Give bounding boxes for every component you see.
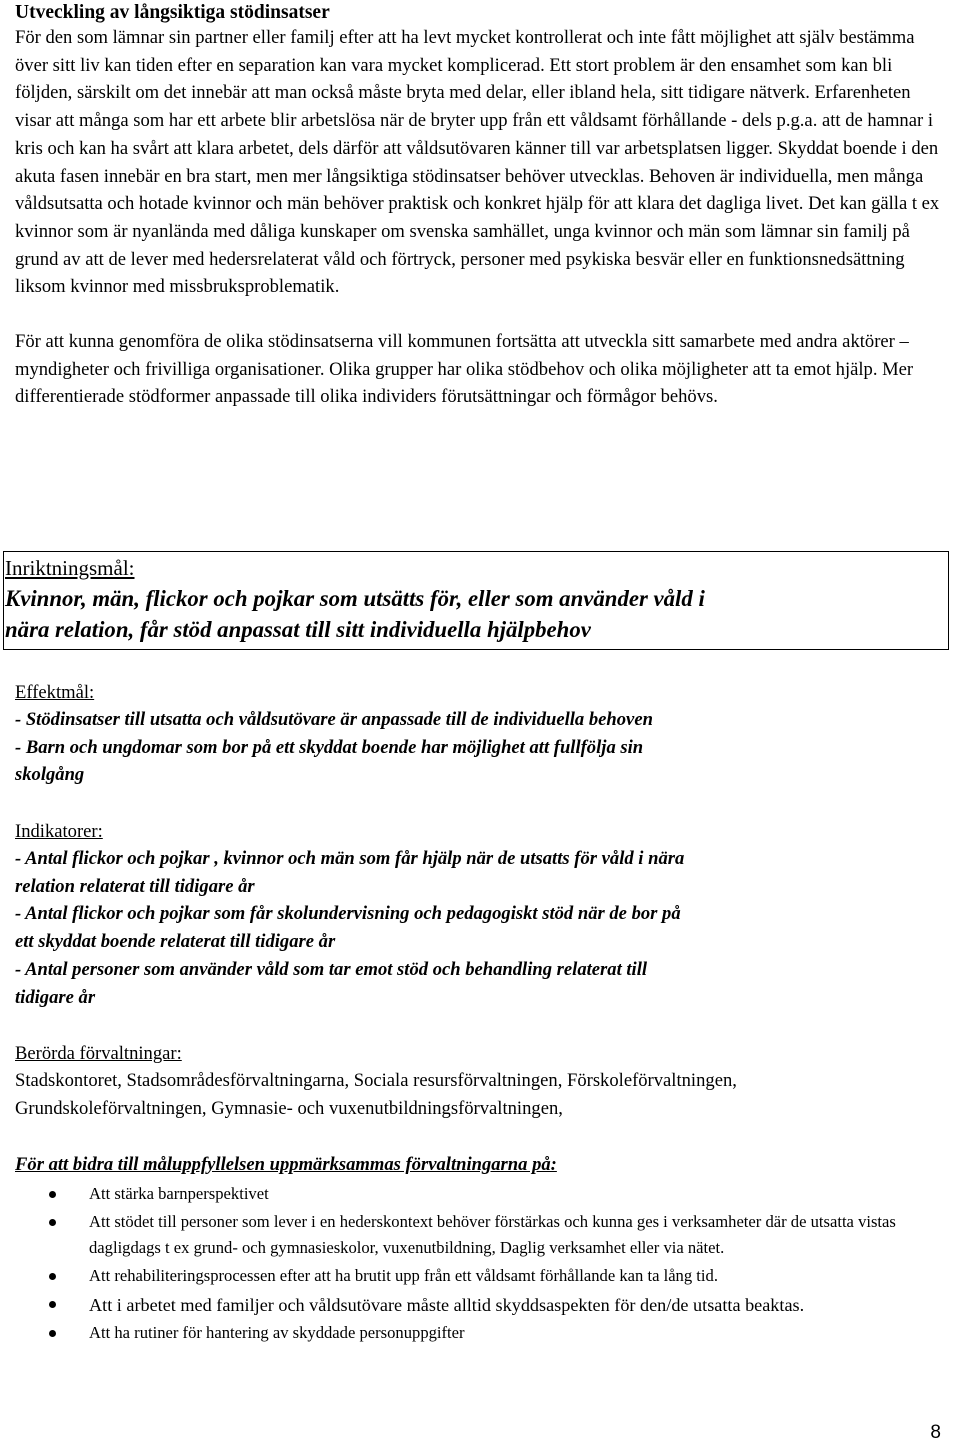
document-page <box>15 0 947 411</box>
bullet-icon <box>49 1330 56 1337</box>
bullet-icon <box>49 1219 56 1226</box>
indicator-line: ett skyddat boende relaterat till tidigare år <box>15 931 336 953</box>
bullet-text: Att ha rutiner för hantering av skyddade personuppgifter <box>89 1323 465 1343</box>
goal-label: Inriktningsmål: <box>5 556 135 580</box>
attention-section <box>15 1151 947 1178</box>
indicator-line: - Antal flickor och pojkar som får skolundervisning och pedagogiskt stöd när de bor på <box>15 903 681 925</box>
bullet-item <box>49 1209 939 1262</box>
goal-box <box>3 551 949 650</box>
bullet-item <box>49 1291 939 1319</box>
bullet-icon <box>49 1301 56 1308</box>
indicator-line: - Antal personer som använder våld som tar emot stöd och behandling relaterat till <box>15 958 648 980</box>
indicators-section <box>15 818 947 1011</box>
effect-line: - Barn och ungdomar som bor på ett skyddat boende har möjlighet att fullfölja sin <box>15 736 644 758</box>
indicator-line: relation relaterat till tidigare år <box>15 875 255 897</box>
bullet-icon <box>49 1191 56 1198</box>
effect-section <box>15 679 947 789</box>
paragraph-1: För den som lämnar sin partner eller familj efter att ha levt mycket kontrollerat och inte fått möjlighet att själv bestämma över sitt liv kan tiden efter en separation kan vara mycket komplicerad. Ett stort problem är den ensamhet som kan bli följden, särskilt om det innebär att man också måste bryta med delar, eller ibland hela, sitt tidigare nätverk. Erfarenheten visar att många som har ett arbete blir arbetslösa när de bryter upp från ett våldsamt förhållande - dels p.g.a. att de hamnar i kris och kan ha svårt att klara arbetet, dels därför att våldsutövaren känner till var arbetsplatsen ligger. Skyddat boende i den akuta fasen innebär en bra start, men mer långsiktiga stödinsatser behöver utvecklas. Behoven är individuella, men många våldsutsatta och hotade kvinnor och män behöver praktisk och konkret hjälp för att klara det dagliga livet. Det kan gälla t ex kvinnor som är nyanlända med dåliga kunskaper om svenska samhället, unga kvinnor och män som lämnar sin familj på grund av att de lever med hedersrelaterat våld och förtryck, personer med psykiska besvär eller en funktionsnedsättning liksom kvinnor med missbruksproblematik. <box>15 27 940 298</box>
goal-line-1: Kvinnor, män, flickor och pojkar som utsätts för, eller som använder våld i <box>5 586 705 611</box>
indicators-label: Indikatorer: <box>15 821 103 842</box>
bullet-text: Att stödet till personer som lever i en hederskontext behöver förstärkas och kunna ges i verksamheter där de utsatta vistas dagligdags t ex grund- och gymnasieskolor, vuxenutbildning, Daglig verksamhet eller via nätet. <box>89 1211 896 1258</box>
bullet-text: Att stärka barnperspektivet <box>89 1184 269 1203</box>
attention-label: För att bidra till måluppfyllelsen uppmärksammas förvaltningarna på: <box>15 1154 557 1175</box>
bullet-text: Att i arbetet med familjer och våldsutövare måste alltid skyddsaspekten för den/de utsatta beaktas. <box>89 1294 805 1315</box>
departments-line: Grundskoleförvaltningen, Gymnasie- och vuxenutbildningsförvaltningen, <box>15 1097 563 1119</box>
indicator-line: tidigare år <box>15 986 96 1008</box>
indicator-line: - Antal flickor och pojkar , kvinnor och män som får hjälp när de utsatts för våld i nära <box>15 848 685 869</box>
departments-line: Stadskontoret, Stadsområdesförvaltningarna, Sociala resursförvaltningen, Förskoleförvaltningen, <box>15 1070 737 1091</box>
bullet-item <box>49 1263 939 1289</box>
page-number: 8 <box>930 1422 941 1443</box>
departments-section <box>15 1040 947 1122</box>
effect-line: - Stödinsatser till utsatta och våldsutövare är anpassade till de individuella behoven <box>15 709 653 730</box>
goal-line-2: nära relation, får stöd anpassat till sitt individuella hjälpbehov <box>5 617 591 642</box>
effect-label: Effektmål: <box>15 682 95 703</box>
bullet-item <box>49 1320 939 1346</box>
bullet-item <box>49 1181 939 1207</box>
effect-line: skolgång <box>15 764 85 786</box>
bullet-text: Att rehabiliteringsprocessen efter att ha brutit upp från ett våldsamt förhållande kan ta lång tid. <box>89 1265 718 1285</box>
paragraph-2: För att kunna genomföra de olika stödinsatserna vill kommunen fortsätta att utveckla sitt samarbete med andra aktörer – myndigheter och frivilliga organisationer. Olika grupper har olika stödbehov och olika möjligheter att ta emot hjälp. Mer differentierade stödformer anpassade till olika individers förutsättningar och förmågor behövs. <box>15 331 914 408</box>
departments-label: Berörda förvaltningar: <box>15 1043 182 1064</box>
attention-bullet-list <box>49 1181 939 1348</box>
bullet-icon <box>49 1273 56 1280</box>
section-heading: Utveckling av långsiktiga stödinsatser <box>15 2 330 23</box>
